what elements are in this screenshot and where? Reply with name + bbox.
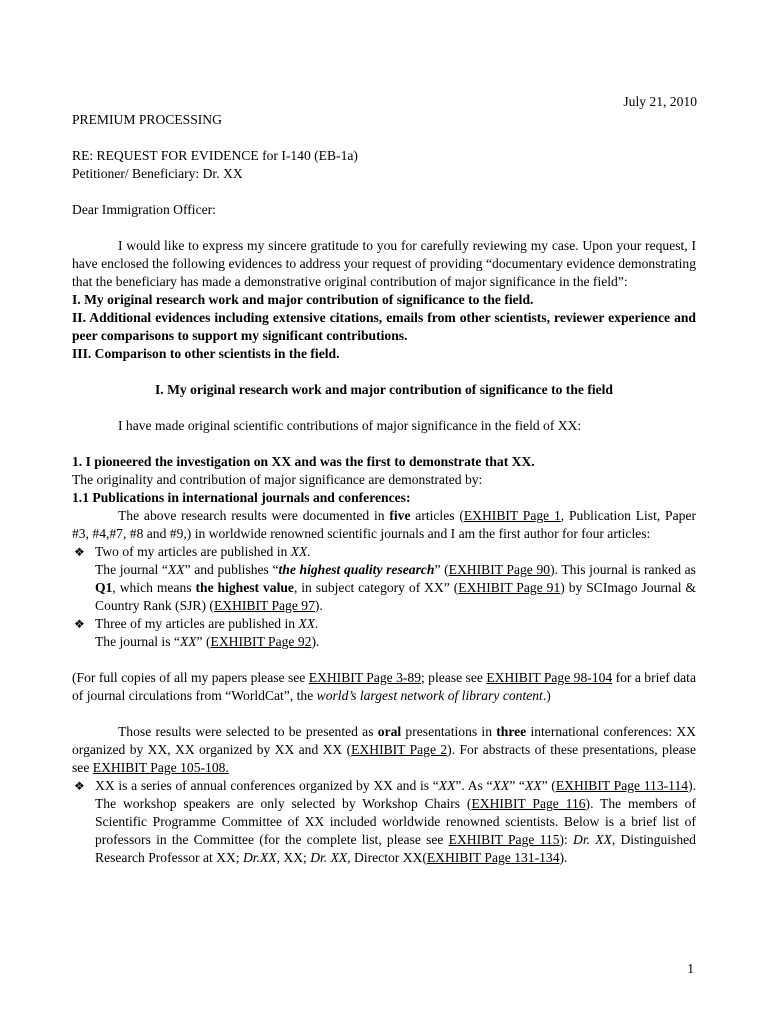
exhibit-link[interactable]: EXHIBIT Page 97: [213, 598, 315, 613]
exhibit-link[interactable]: EXHIBIT Page 131-134: [426, 850, 560, 865]
exhibit-link[interactable]: EXHIBIT Page 3-89: [308, 670, 421, 685]
exhibit-link[interactable]: EXHIBIT Page 90: [448, 562, 551, 577]
oral-presentations-paragraph: Those results were selected to be presented as oral presentations in three international conferences: XX organized by XX, XX organized by XX and XX (EXHIBIT Page 2). For abstracts of these presentations, please see EXHIBIT Page 105-108.: [72, 724, 696, 775]
letter-body: [72, 111, 696, 867]
point-1-subheading: 1.1 Publications in international journals and conferences:: [72, 490, 411, 505]
section-heading: I. My original research work and major contribution of significance to the field: [154, 382, 613, 397]
full-copies-paragraph: (For full copies of all my papers please see EXHIBIT Page 3-89; please see EXHIBIT Page 98-104 for a brief data of journal circulations from “WorldCat”, the world’s largest network of library content.): [72, 670, 696, 703]
exhibit-link[interactable]: EXHIBIT Page 98-104: [486, 670, 613, 685]
diamond-bullet-icon: ❖: [74, 779, 85, 793]
intro-item-1: I. My original research work and major contribution of significance to the field.: [72, 292, 534, 307]
premium-processing: PREMIUM PROCESSING: [72, 112, 222, 127]
letter-date: July 21, 2010: [623, 94, 697, 109]
exhibit-link[interactable]: EXHIBIT Page 115: [448, 832, 560, 847]
diamond-bullet-icon: ❖: [74, 545, 85, 559]
point-1-heading: 1. I pioneered the investigation on XX and was the first to demonstrate that XX.: [72, 454, 535, 469]
petitioner-line: Petitioner/ Beneficiary: Dr. XX: [72, 166, 243, 181]
publications-paragraph: The above research results were documented in five articles (EXHIBIT Page 1, Publication List, Paper #3, #4,#7, #8 and #9,) in worldwide renowned scientific journals and I am the first author for four articles:: [72, 508, 696, 541]
intro-paragraph: I would like to express my sincere gratitude to you for carefully reviewing my case. Upon your request, I have enclosed the following evidences to address your request of providing “documentary evidence demonstrating that the beneficiary has made a demonstrative original contribution of major significance in the field”:: [72, 238, 696, 289]
re-line: RE: REQUEST FOR EVIDENCE for I-140 (EB-1a): [72, 148, 358, 163]
exhibit-link[interactable]: EXHIBIT Page 113-114: [555, 778, 689, 793]
point-1-line: The originality and contribution of major significance are demonstrated by:: [72, 472, 483, 487]
salutation: Dear Immigration Officer:: [72, 202, 216, 217]
bullet-three-articles: ❖ Three of my articles are published in XX. The journal is “XX” (EXHIBIT Page 92).: [72, 615, 696, 651]
intro-item-3: III. Comparison to other scientists in the field.: [72, 346, 340, 361]
diamond-bullet-icon: ❖: [74, 617, 85, 631]
intro-item-2: II. Additional evidences including extensive citations, emails from other scientists, reviewer experience and peer comparisons to support my significant contributions.: [72, 310, 696, 343]
exhibit-link[interactable]: EXHIBIT Page 2: [351, 742, 448, 757]
exhibit-link[interactable]: EXHIBIT Page 1: [463, 508, 561, 523]
bullet-conference: ❖ XX is a series of annual conferences organized by XX and is “XX”. As “XX” “XX” (EXHIBIT Page 113-114). The workshop speakers are only selected by Workshop Chairs (EXHIBIT Page 116). The members of Scientific Programme Committee of XX included worldwide renowned scientists. Below is a brief list of professors in the Committee (for the complete list, please see EXHIBIT Page 115): Dr. XX, Distinguished Research Professor at XX; Dr.XX, XX; Dr. XX, Director XX(EXHIBIT Page 131-134).: [74, 778, 697, 865]
page-number: 1: [687, 961, 694, 976]
exhibit-link[interactable]: EXHIBIT Page 91: [458, 580, 561, 595]
section-intro: I have made original scientific contributions of major significance in the field of XX:: [118, 418, 582, 433]
bullet-two-articles: ❖ Two of my articles are published in XX. The journal “XX” and publishes “the highest quality research” (EXHIBIT Page 90). This journal is ranked as Q1, which means the highest value, in subject category of XX” (EXHIBIT Page 91) by SCImago Journal & Country Rank (SJR) (EXHIBIT Page 97).: [74, 544, 696, 613]
exhibit-link[interactable]: EXHIBIT Page 116: [471, 796, 586, 811]
journal-description: The journal is “XX” (EXHIBIT Page 92).: [95, 634, 320, 649]
exhibit-link[interactable]: EXHIBIT Page 105-108.: [92, 760, 229, 775]
journal-description: The journal “XX” and publishes “the highest quality research” (EXHIBIT Page 90). This journal is ranked as Q1, which means the highest value, in subject category of XX” (EXHIBIT Page 91) by SCImago Journal & Country Rank (SJR) (EXHIBIT Page 97).: [95, 562, 696, 613]
exhibit-link[interactable]: EXHIBIT Page 92: [210, 634, 312, 649]
